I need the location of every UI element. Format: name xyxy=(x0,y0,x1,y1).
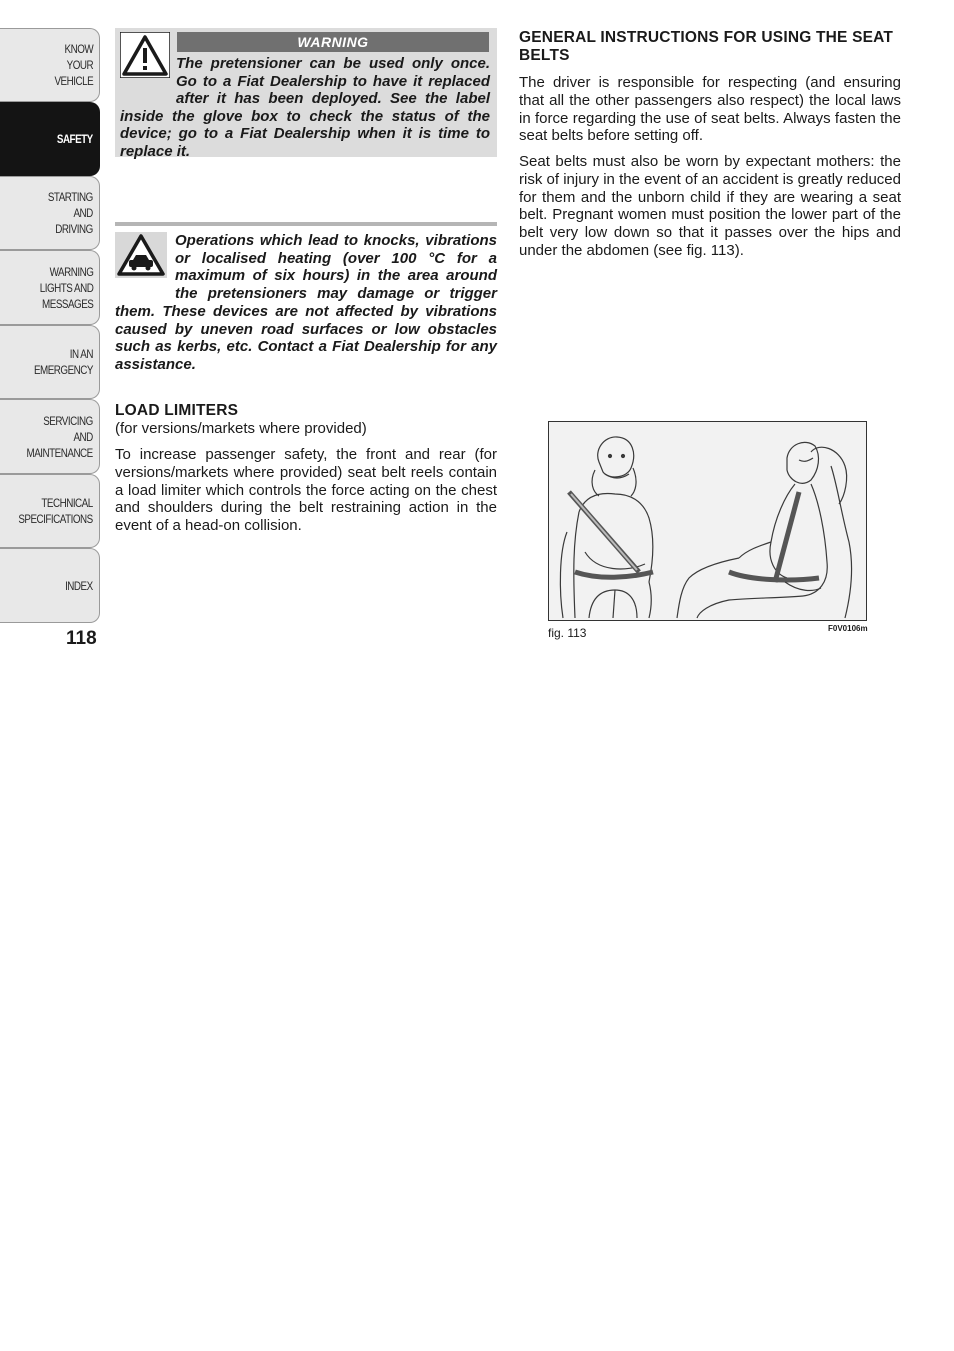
tab-label: KNOW YOUR VEHICLE xyxy=(54,42,93,88)
figure-113-illustration xyxy=(548,421,867,621)
load-limiters-subtitle: (for versions/markets where provided) xyxy=(115,420,367,437)
tab-label: STARTING AND DRIVING xyxy=(48,190,93,236)
tab-servicing-and-maintenance[interactable] xyxy=(0,399,100,474)
tab-label: SERVICING AND MAINTENANCE xyxy=(26,413,93,460)
general-instructions-heading: GENERAL INSTRUCTIONS FOR USING THE SEAT BELTS xyxy=(519,29,894,64)
tab-label: INDEX xyxy=(65,578,93,593)
figure-caption: fig. 113 xyxy=(548,626,587,640)
general-instructions-paragraph-2: Seat belts must also be worn by expectant mothers: the risk of injury in the event of an accident is greatly reduced for them and the unborn child if they are wearing a seat belt. Pregnant women must position the lower part of the belt very low down so that it passes over the hips and under the abdomen (see fig. 113). xyxy=(519,153,901,259)
tab-index[interactable] xyxy=(0,548,100,623)
tab-starting-and-driving[interactable] xyxy=(0,176,100,250)
warning-title: WARNING xyxy=(177,32,489,52)
tab-safety[interactable] xyxy=(0,102,100,176)
caution-text xyxy=(115,232,497,374)
warning-box xyxy=(115,28,497,160)
figure-code: F0V0106m xyxy=(828,624,868,633)
tab-technical-specifications[interactable] xyxy=(0,474,100,548)
general-instructions-paragraph-1: The driver is responsible for respecting (and ensuring that all the other passengers also respect) the local laws in force regarding the use of seat belts. Always fasten the seat belts before setting off. xyxy=(519,74,901,145)
warning-text xyxy=(120,55,490,161)
tab-label: SAFETY xyxy=(57,132,93,146)
tab-label: IN AN EMERGENCY xyxy=(33,347,93,377)
caution-divider xyxy=(115,222,497,226)
tab-label: TECHNICAL SPECIFICATIONS xyxy=(18,496,93,526)
load-limiters-heading: LOAD LIMITERS xyxy=(115,402,239,419)
tab-warning-lights-and-messages[interactable] xyxy=(0,250,100,325)
warning-body: The pretensioner can be used only once. Go to a Fiat Dealership to have it replaced after it has been deployed. See the label inside the glove box to check the status of the device; go to a Fiat Dealership when it is time to replace it. xyxy=(120,55,490,160)
load-limiters-body: To increase passenger safety, the front and rear (for versions/markets where provided) seat belt reels contain a load limiter which controls the force acting on the chest and shoulders during the belt restraining action in the event of a head-on collision. xyxy=(115,446,497,535)
page-number: 118 xyxy=(66,628,97,649)
tab-label: WARNING LIGHTS AND MESSAGES xyxy=(39,264,93,311)
caution-body: Operations which lead to knocks, vibrations or localised heating (over 100 °C for a maximum of six hours) in the area around the pretensioners may damage or trigger them. These devices are not affected by vibrations caused by uneven road surfaces or low obstacles such as kerbs, etc. Contact a Fiat Dealership for any assistance. xyxy=(115,232,497,373)
seated-pregnant-women-illustration xyxy=(549,422,866,620)
tab-in-an-emergency[interactable] xyxy=(0,325,100,399)
tab-know-your-vehicle[interactable] xyxy=(0,28,100,102)
